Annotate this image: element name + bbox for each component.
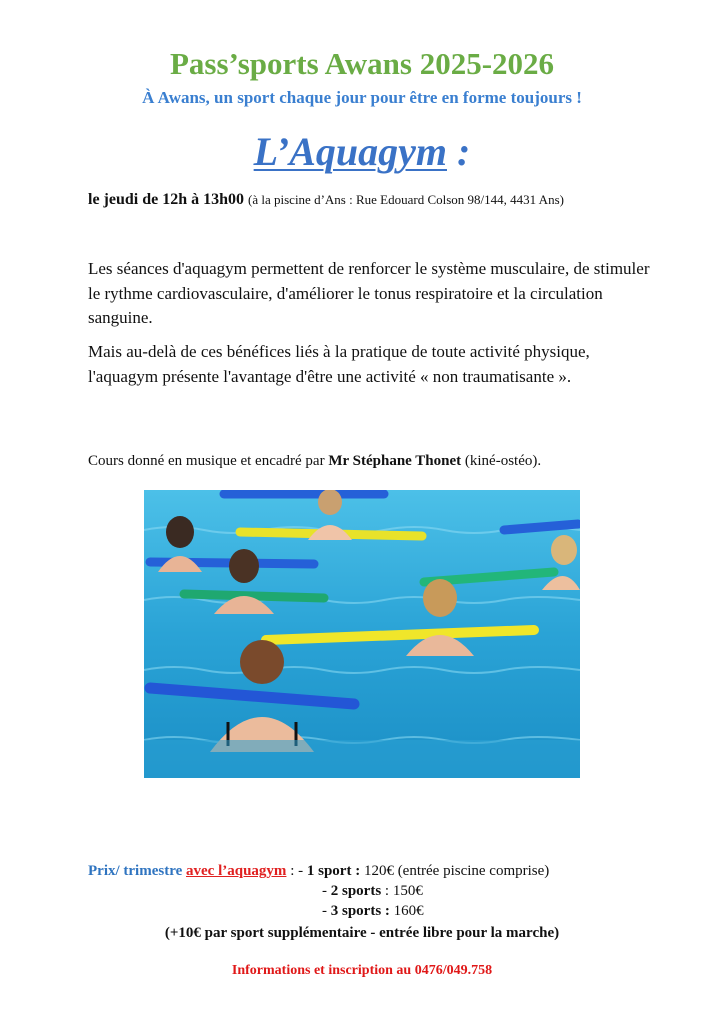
pricing-count-2: 2 sports <box>330 883 382 899</box>
description-paragraph-2: Mais au-delà de ces bénéfices liés à la pratique de toute activité physique, l'aquagym présente l'avantage d'être une activité « non traumatisante ». <box>88 342 590 386</box>
pricing-price-1: 120€ (entrée piscine comprise) <box>360 863 550 879</box>
coach-line <box>88 452 688 472</box>
contact-info: Informations et inscription au 0476/049.758 <box>231 963 493 978</box>
activity-heading <box>0 128 724 176</box>
description-paragraph-1: Les séances d'aquagym permettent de renforcer le système musculaire, de stimuler le rythme cardiovasculaire, d'améliorer le tonus respiratoire et la circulation sanguine. <box>88 259 650 328</box>
flyer-subtitle: À Awans, un sport chaque jour pour être en forme toujours ! <box>142 88 582 107</box>
activity-heading-colon: : <box>447 129 471 174</box>
aquagym-photo <box>144 490 580 778</box>
flyer-title: Pass’sports Awans 2025-2026 <box>169 46 555 81</box>
pricing-separator: : - <box>286 863 307 879</box>
pricing-count-1: 1 sport : <box>306 863 361 879</box>
pricing-prefix-2: - <box>322 883 331 899</box>
pricing-prefix-3: - <box>322 903 331 919</box>
pricing-row-1 <box>88 862 549 882</box>
pricing-price-2: : 150€ <box>381 883 423 899</box>
activity-name: L’Aquagym <box>253 129 447 174</box>
schedule-time: le jeudi de 12h à 13h00 <box>88 191 245 208</box>
coach-prefix: Cours donné en musique et encadré par <box>88 453 329 469</box>
pricing-count-3: 3 sports : <box>330 903 390 919</box>
pricing-price-3: 160€ <box>389 903 424 919</box>
schedule-line <box>88 190 688 211</box>
pricing-note: (+10€ par sport supplémentaire - entrée libre pour la marche) <box>164 925 560 941</box>
pricing-row-3 <box>322 902 424 922</box>
pricing-label-highlight: avec l’aquagym <box>186 863 287 879</box>
pricing-label: Prix/ trimestre <box>88 863 183 879</box>
coach-suffix: (kiné-ostéo). <box>461 453 542 469</box>
schedule-location: (à la piscine d’Ans : Rue Edouard Colson 98/144, 4431 Ans) <box>248 192 564 207</box>
coach-name: Mr Stéphane Thonet <box>328 453 462 469</box>
pricing-row-2 <box>322 882 423 902</box>
